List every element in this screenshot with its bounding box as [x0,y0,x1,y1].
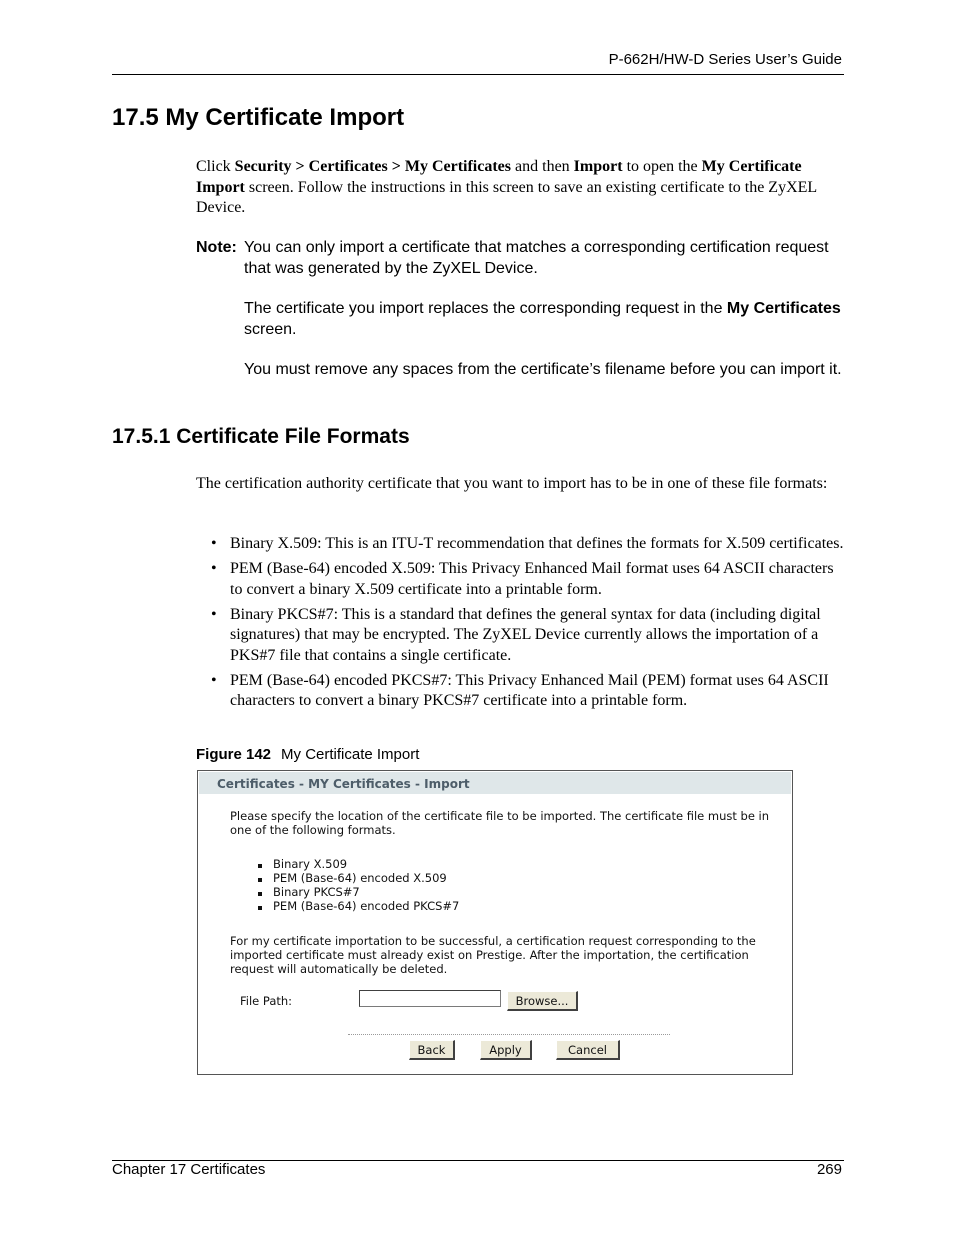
list-item [196,534,844,555]
bullet-glyph: • [211,560,217,577]
screen-warning: For my certificate importation to be successful, a certification request corresponding to the imported certificate must already exist on Prestige. After the importation, the certification request will automatically be deleted. [230,934,756,976]
file-path-input[interactable] [359,990,501,1007]
intro-menu-path: Security > Certificates > My Certificates [234,158,512,175]
section-heading: 17.5 My Certificate Import [112,104,405,131]
figure-caption-text: My Certificate Import [281,746,420,763]
browse-button[interactable]: Browse... [507,991,578,1011]
section-intro [196,157,844,219]
dotted-divider [348,1034,670,1035]
note-label: Note: [196,239,237,256]
list-item [258,899,459,913]
list-item [258,871,459,885]
note-p2-end: screen. [244,320,297,338]
intro-text-3: to open the [622,158,702,175]
square-bullet-icon [258,906,262,910]
list-item [196,671,844,712]
list-item-text: Binary X.509: This is an ITU-T recommendation that defines the formats for X.509 certificates. [230,535,844,552]
list-item-text: PEM (Base-64) encoded PKCS#7 [273,899,460,913]
screen-title: Certificates - MY Certificates - Import [217,777,470,791]
square-bullet-icon [258,892,262,896]
bullet-glyph: • [211,671,217,689]
import-screenshot [197,770,793,1075]
intro-screen-name: My Certificate Import [196,158,802,196]
note-p2-bold: My Certificates [726,300,841,317]
square-bullet-icon [258,878,262,882]
figure-caption [196,746,419,763]
note-paragraph-3: You must remove any spaces from the certificate’s filename before you can import it. [244,361,842,378]
header-rule [112,74,844,75]
format-list [196,534,844,716]
list-item [196,559,844,600]
page-number: 269 [816,1161,842,1178]
footer-chapter: Chapter 17 Certificates [112,1161,266,1178]
intro-text-1: Click [196,158,235,175]
bullet-glyph: • [211,605,217,623]
intro-import-term: Import [573,158,623,175]
note-p2-text: The certificate you import replaces the corresponding request in the [244,300,727,317]
screen-instructions: Please specify the location of the certificate file to be imported. The certificate file must be in one of the following formats. [230,809,770,837]
apply-button[interactable]: Apply [480,1040,532,1060]
subsection-intro: The certification authority certificate that you want to import has to be in one of these file formats: [196,475,828,492]
list-item-text: Binary PKCS#7 [273,885,360,899]
screen-title-bar [199,772,791,794]
list-item-text: Binary X.509 [273,857,348,871]
list-item [196,605,844,667]
list-item-text: PEM (Base-64) encoded X.509 [273,871,447,885]
list-item-text: PEM (Base-64) encoded X.509: This Privacy Enhanced Mail format uses 64 ASCII characters to convert a binary X.509 certificate into a printable form. [230,560,834,598]
file-path-label: File Path: [240,994,293,1008]
list-item-text: Binary PKCS#7: This is a standard that defines the general syntax for data (including digital signatures) that may be encrypted. The ZyXEL Device currently allows the importation of a PKS#7 file that contains a single certificate. [230,605,821,664]
screen-format-list [258,857,459,913]
bullet-glyph: • [211,535,217,552]
subsection-heading: 17.5.1 Certificate File Formats [112,425,410,448]
list-item-text: PEM (Base-64) encoded PKCS#7: This Privacy Enhanced Mail (PEM) format uses 64 ASCII characters to convert a binary PKCS#7 certificate into a printable form. [230,671,829,709]
figure-label: Figure 142 [196,746,272,763]
square-bullet-icon [258,864,262,868]
back-button[interactable]: Back [409,1040,455,1060]
cancel-button[interactable]: Cancel [556,1040,620,1060]
intro-text-2: and then [511,158,574,175]
note-paragraph-1: You can only import a certificate that matches a corresponding certification request that was generated by the ZyXEL Device. [244,239,829,277]
intro-text-4: screen. Follow the instructions in this screen to save an existing certificate to the ZyXEL Device. [196,178,817,216]
running-header: P-662H/HW-D Series User’s Guide [608,51,842,68]
list-item [258,857,459,871]
list-item [258,885,459,899]
note-paragraph-2 [244,299,844,340]
